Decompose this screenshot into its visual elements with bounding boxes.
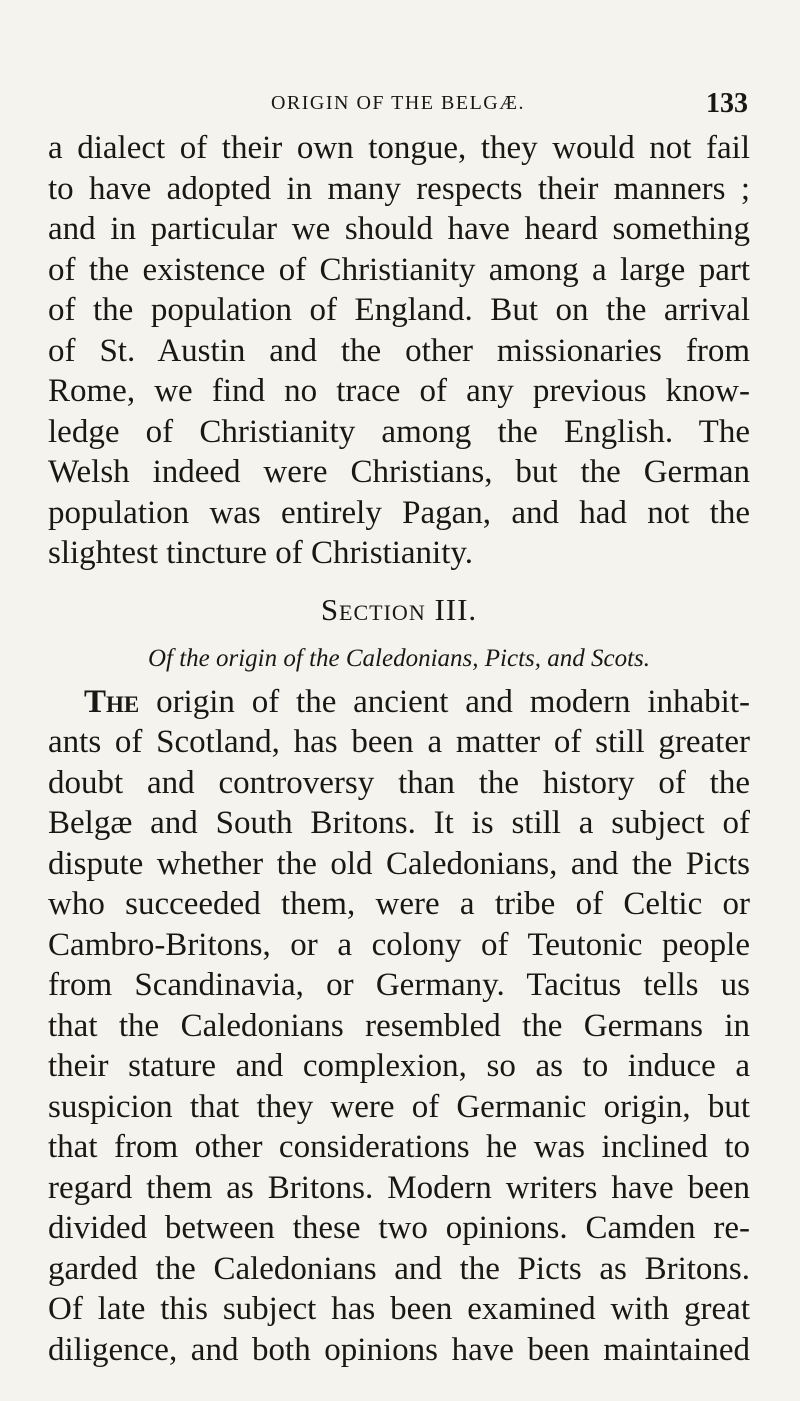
text-line: of St. Austin and the other missionaries from (48, 332, 750, 369)
text-line: garded the Caledonians and the Picts as Britons. (48, 1250, 750, 1287)
text-line: that from other considerations he was inclined to (48, 1129, 750, 1165)
text-line: ledge of Christianity among the English. The (48, 413, 750, 450)
text-line: Of late this subject has been examined with great (48, 1291, 750, 1327)
paragraph-2 (48, 682, 750, 1371)
paragraph-1 (48, 128, 750, 574)
running-head (48, 88, 748, 124)
text-line: to have adopted in many respects their manners ; (48, 170, 750, 207)
drop-word: The (84, 683, 140, 720)
page-number: 133 (706, 88, 748, 119)
text-line: dispute whether the old Caledonians, and the Picts (48, 845, 750, 882)
text-line: Cambro-Britons, or a colony of Teutonic people (48, 926, 750, 963)
text-line: Belgæ and South Britons. It is still a subject of (48, 805, 750, 841)
text-line: of the existence of Christianity among a large part (48, 251, 750, 288)
text-line: population was entirely Pagan, and had not the (48, 494, 750, 531)
text-line: slightest tincture of Christianity. (48, 535, 473, 571)
text-line: that the Caledonians resembled the Germans in (48, 1007, 750, 1044)
text-line: doubt and controversy than the history of the (48, 764, 750, 801)
text-line: and in particular we should have heard something (48, 211, 750, 247)
text-line: regard them as Britons. Modern writers have been (48, 1169, 750, 1206)
first-line-text: origin of the ancient and modern inhabit- (139, 683, 750, 720)
text-line: diligence, and both opinions have been maintained (48, 1331, 750, 1368)
text-line: a dialect of their own tongue, they would not fail (48, 130, 750, 166)
text-line: who succeeded them, were a tribe of Celtic or (48, 886, 750, 922)
section-subtitle: Of the origin of the Caledonians, Picts, and Scots. (147, 644, 651, 672)
section-heading: Section III. (320, 591, 478, 627)
text-line: ants of Scotland, has been a matter of still greater (48, 724, 750, 760)
running-title: ORIGIN OF THE BELGÆ. (270, 92, 526, 114)
text-line: of the population of England. But on the arrival (48, 292, 750, 328)
body-text (48, 128, 750, 1370)
text-line: divided between these two opinions. Camden re- (48, 1210, 750, 1246)
text-line: their stature and complexion, so as to induce a (48, 1048, 750, 1084)
text-line: from Scandinavia, or Germany. Tacitus tells us (48, 967, 750, 1003)
text-line-first (48, 682, 750, 723)
text-line: Welsh indeed were Christians, but the German (48, 454, 750, 490)
text-line: Rome, we find no trace of any previous know- (48, 373, 750, 409)
text-line: suspicion that they were of Germanic origin, but (48, 1088, 750, 1125)
